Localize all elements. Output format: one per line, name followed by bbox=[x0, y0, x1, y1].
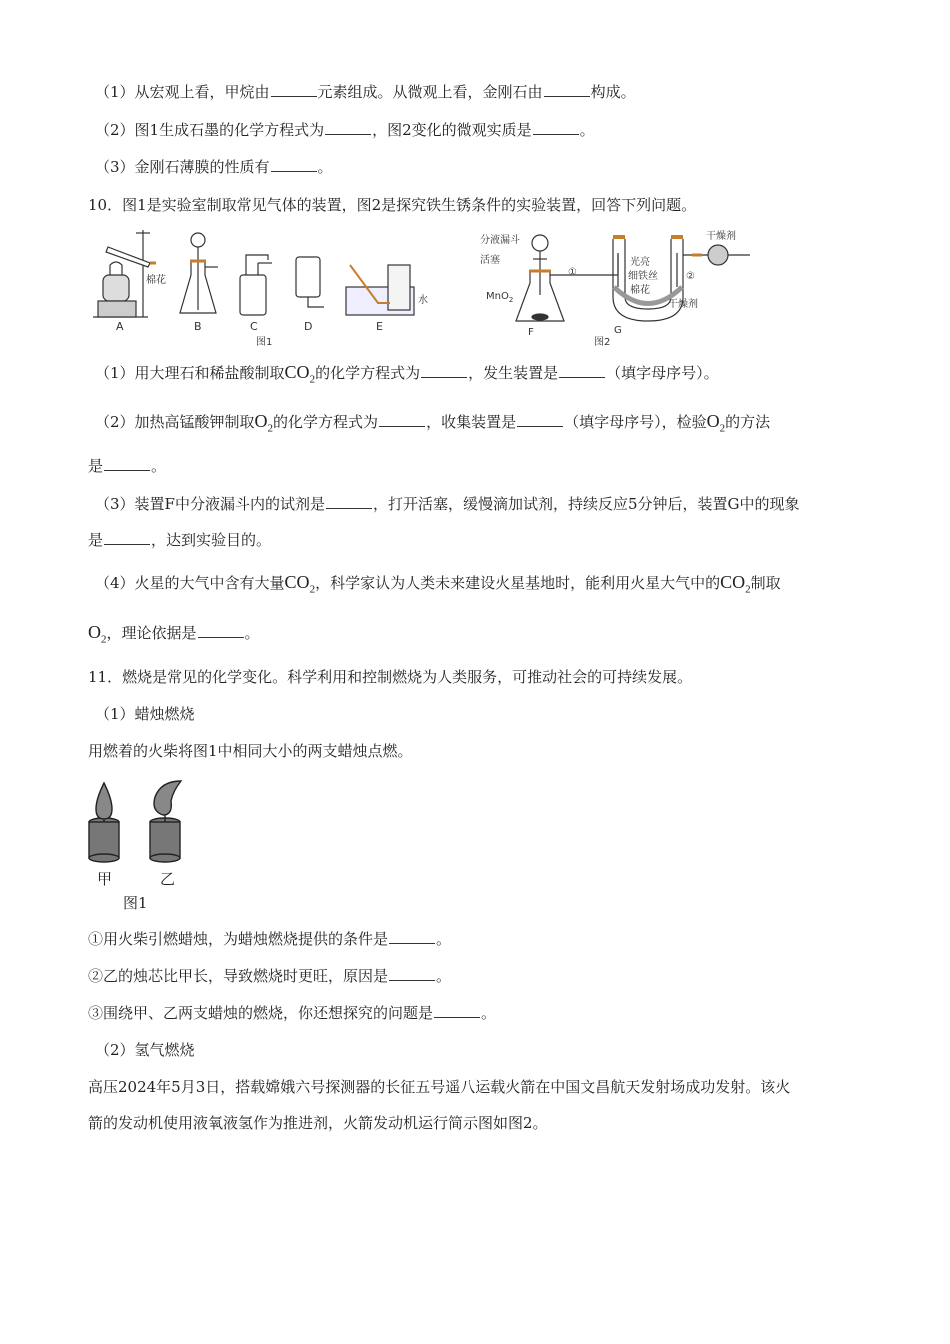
q11-question-a: ①用火柴引燃蜡烛，为蜡烛燃烧提供的条件是 。 bbox=[88, 930, 452, 948]
q11-sub2: （2）氢气燃烧 bbox=[95, 1041, 195, 1059]
q10-part3: （3）装置F中分液漏斗内的试剂是 ，打开活塞，缓慢滴加试剂，持续反应5分钟后，装置G中的现象 bbox=[95, 495, 800, 513]
answer-blank[interactable] bbox=[379, 412, 425, 427]
candle-figure bbox=[85, 775, 195, 865]
answer-blank[interactable] bbox=[271, 82, 317, 97]
figure1-caption: 图1 bbox=[256, 337, 273, 348]
apparatus-label-d: D bbox=[304, 320, 313, 333]
q11-paragraph-1: 高压2024年5月3日，搭载嫦娥六号探测器的长征五号遥八运载火箭在中国文昌航天发射场成功发射。该火 bbox=[88, 1078, 791, 1096]
answer-blank[interactable] bbox=[559, 363, 605, 378]
figure2-caption: 图2 bbox=[594, 337, 611, 347]
q10-part4: （4）火星的大气中含有大量$CO_2$，科学家认为人类未来建设火星基地时，能利用火星大气中的$CO_2$制取 bbox=[95, 572, 781, 596]
answer-blank[interactable] bbox=[271, 157, 317, 172]
stopcock-label: 活塞 bbox=[480, 255, 500, 266]
candle-yi-label: 乙 bbox=[160, 870, 176, 888]
answer-blank[interactable] bbox=[326, 494, 372, 509]
q10-part2-cont: 是 。 bbox=[88, 457, 167, 475]
q10-part3-cont: 是 ，达到实验目的。 bbox=[88, 531, 272, 549]
funnel-label: 分液漏斗 bbox=[480, 235, 520, 246]
q9-part2: （2）图1生成石墨的化学方程式为 ，图2变化的微观实质是 。 bbox=[95, 121, 595, 139]
q11-intro: 用燃着的火柴将图1中相同大小的两支蜡烛点燃。 bbox=[88, 742, 413, 760]
answer-blank[interactable] bbox=[104, 456, 150, 471]
mno2-label: MnO$_2$ bbox=[486, 291, 514, 304]
apparatus-label-e: E bbox=[376, 320, 383, 333]
answer-blank[interactable] bbox=[434, 1003, 480, 1018]
cotton-label-g: 棉花 bbox=[630, 285, 650, 296]
cotton-label-a: 棉花 bbox=[146, 275, 166, 286]
q9-part3: （3）金刚石薄膜的性质有 。 bbox=[95, 158, 333, 176]
mark-1: ① bbox=[568, 267, 577, 278]
figure1-apparatus bbox=[88, 225, 448, 353]
iron-wire-label: 细铁丝 bbox=[628, 271, 658, 282]
drying-agent-top-label: 干燥剂 bbox=[706, 231, 736, 242]
apparatus-label-g: G bbox=[614, 325, 622, 336]
q10-stem: 10．图1是实验室制取常见气体的装置，图2是探究铁生锈条件的实验装置，回答下列问题。 bbox=[88, 196, 697, 214]
q11-paragraph-2: 箭的发动机使用液氧液氢作为推进剂，火箭发动机运行简示图如图2。 bbox=[88, 1114, 548, 1132]
candle-jia-label: 甲 bbox=[97, 870, 113, 888]
apparatus-label-f: F bbox=[528, 327, 534, 338]
water-label: 水 bbox=[418, 295, 428, 306]
q11-question-b: ②乙的烛芯比甲长，导致燃烧时更旺，原因是 。 bbox=[88, 967, 452, 985]
q10-part2: （2）加热高锰酸钾制取$O_2$的化学方程式为 ，收集装置是 （填字母序号），检验$O_2$的方法 bbox=[95, 411, 771, 435]
answer-blank[interactable] bbox=[533, 120, 579, 135]
apparatus-label-a: A bbox=[116, 320, 124, 333]
q11-question-c: ③围绕甲、乙两支蜡烛的燃烧，你还想探究的问题是 。 bbox=[88, 1004, 497, 1022]
answer-blank[interactable] bbox=[517, 412, 563, 427]
candle-figure-caption: 图1 bbox=[123, 894, 148, 912]
mark-2: ② bbox=[686, 271, 695, 282]
answer-blank[interactable] bbox=[198, 623, 244, 638]
answer-blank[interactable] bbox=[544, 82, 590, 97]
apparatus-label-b: B bbox=[194, 320, 202, 333]
answer-blank[interactable] bbox=[325, 120, 371, 135]
q10-part1: （1）用大理石和稀盐酸制取$CO_2$的化学方程式为 ，发生装置是 （填字母序号）。 bbox=[95, 362, 719, 386]
answer-blank[interactable] bbox=[104, 530, 150, 545]
answer-blank[interactable] bbox=[389, 929, 435, 944]
drying-agent-label: 干燥剂 bbox=[668, 299, 698, 310]
answer-blank[interactable] bbox=[389, 966, 435, 981]
bright-label: 光亮 bbox=[630, 257, 650, 268]
answer-blank[interactable] bbox=[421, 363, 467, 378]
q11-sub1: （1）蜡烛燃烧 bbox=[95, 705, 195, 723]
q10-part4-cont: $O_2$，理论依据是 。 bbox=[88, 622, 260, 646]
q11-stem: 11．燃烧是常见的化学变化。科学利用和控制燃烧为人类服务，可推动社会的可持续发展。 bbox=[88, 668, 693, 686]
apparatus-label-c: C bbox=[250, 320, 258, 333]
q9-part1: （1）从宏观上看，甲烷由 元素组成。从微观上看，金刚石由 构成。 bbox=[95, 83, 636, 101]
figure2-apparatus bbox=[478, 225, 770, 347]
